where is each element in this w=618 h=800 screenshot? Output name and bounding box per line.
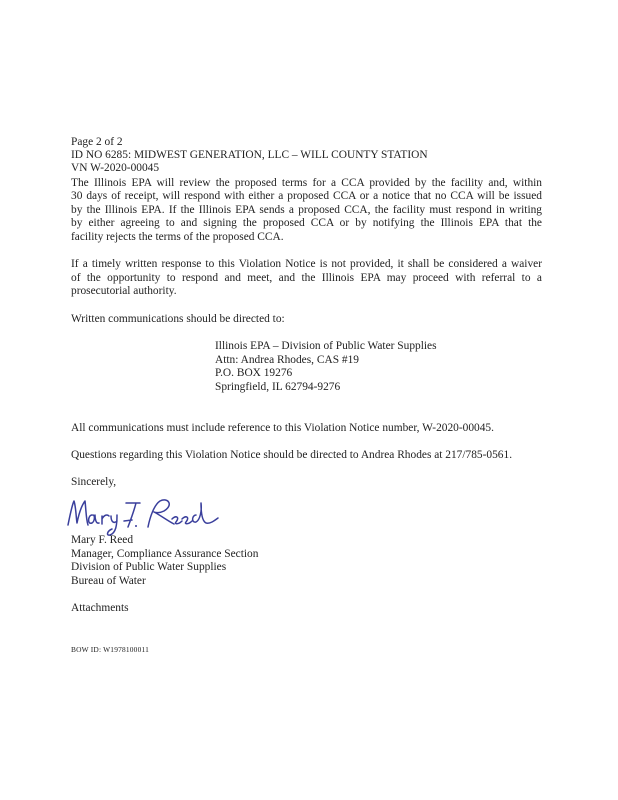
address-line: Attn: Andrea Rhodes, CAS #19 bbox=[215, 354, 359, 366]
violation-notice-number: VN W-2020-00045 bbox=[71, 162, 160, 174]
reference-instruction: All communications must include reference to this Violation Notice number, W-2020-00045. bbox=[71, 422, 494, 434]
bow-id: BOW ID: W1978100011 bbox=[71, 645, 149, 654]
paragraph-line: facility rejects the terms of the proposed CCA. bbox=[71, 231, 284, 243]
paragraph-line: by the Illinois EPA. If the Illinois EPA sends a proposed CCA, the facility must respond in writing bbox=[71, 204, 542, 216]
paragraph-line: If a timely written response to this Violation Notice is not provided, it shall be considered a waiver bbox=[71, 258, 542, 270]
page-number: Page 2 of 2 bbox=[71, 136, 123, 148]
paragraph-line: The Illinois EPA will review the proposed terms for a CCA provided by the facility and, within bbox=[71, 177, 542, 189]
written-communications-text: Written communications should be directed to: bbox=[71, 313, 285, 325]
attachments-note: Attachments bbox=[71, 602, 129, 614]
address-line: Springfield, IL 62794-9276 bbox=[215, 381, 341, 393]
paragraph-line: by either agreeing to and signing the proposed CCA or by notifying the Illinois EPA that the bbox=[71, 217, 542, 229]
closing-salutation: Sincerely, bbox=[71, 476, 117, 488]
facility-id-line: ID NO 6285: MIDWEST GENERATION, LLC – WILL COUNTY STATION bbox=[71, 149, 428, 161]
signer-title: Manager, Compliance Assurance Section bbox=[71, 548, 259, 560]
signer-division: Division of Public Water Supplies bbox=[71, 561, 227, 573]
address-line: P.O. BOX 19276 bbox=[215, 367, 293, 379]
paragraph-line: of the opportunity to respond and meet, and the Illinois EPA may proceed with referral to a bbox=[71, 272, 542, 284]
signer-bureau: Bureau of Water bbox=[71, 575, 146, 587]
handwritten-signature bbox=[64, 493, 224, 537]
address-line: Illinois EPA – Division of Public Water Supplies bbox=[215, 340, 437, 352]
signer-name: Mary F. Reed bbox=[71, 534, 134, 546]
questions-contact: Questions regarding this Violation Notice should be directed to Andrea Rhodes at 217/785-0561. bbox=[71, 449, 513, 461]
paragraph-line: prosecutorial authority. bbox=[71, 285, 177, 297]
paragraph-line: 30 days of receipt, will respond with either a proposed CCA or a notice that no CCA will be issued bbox=[71, 190, 542, 202]
